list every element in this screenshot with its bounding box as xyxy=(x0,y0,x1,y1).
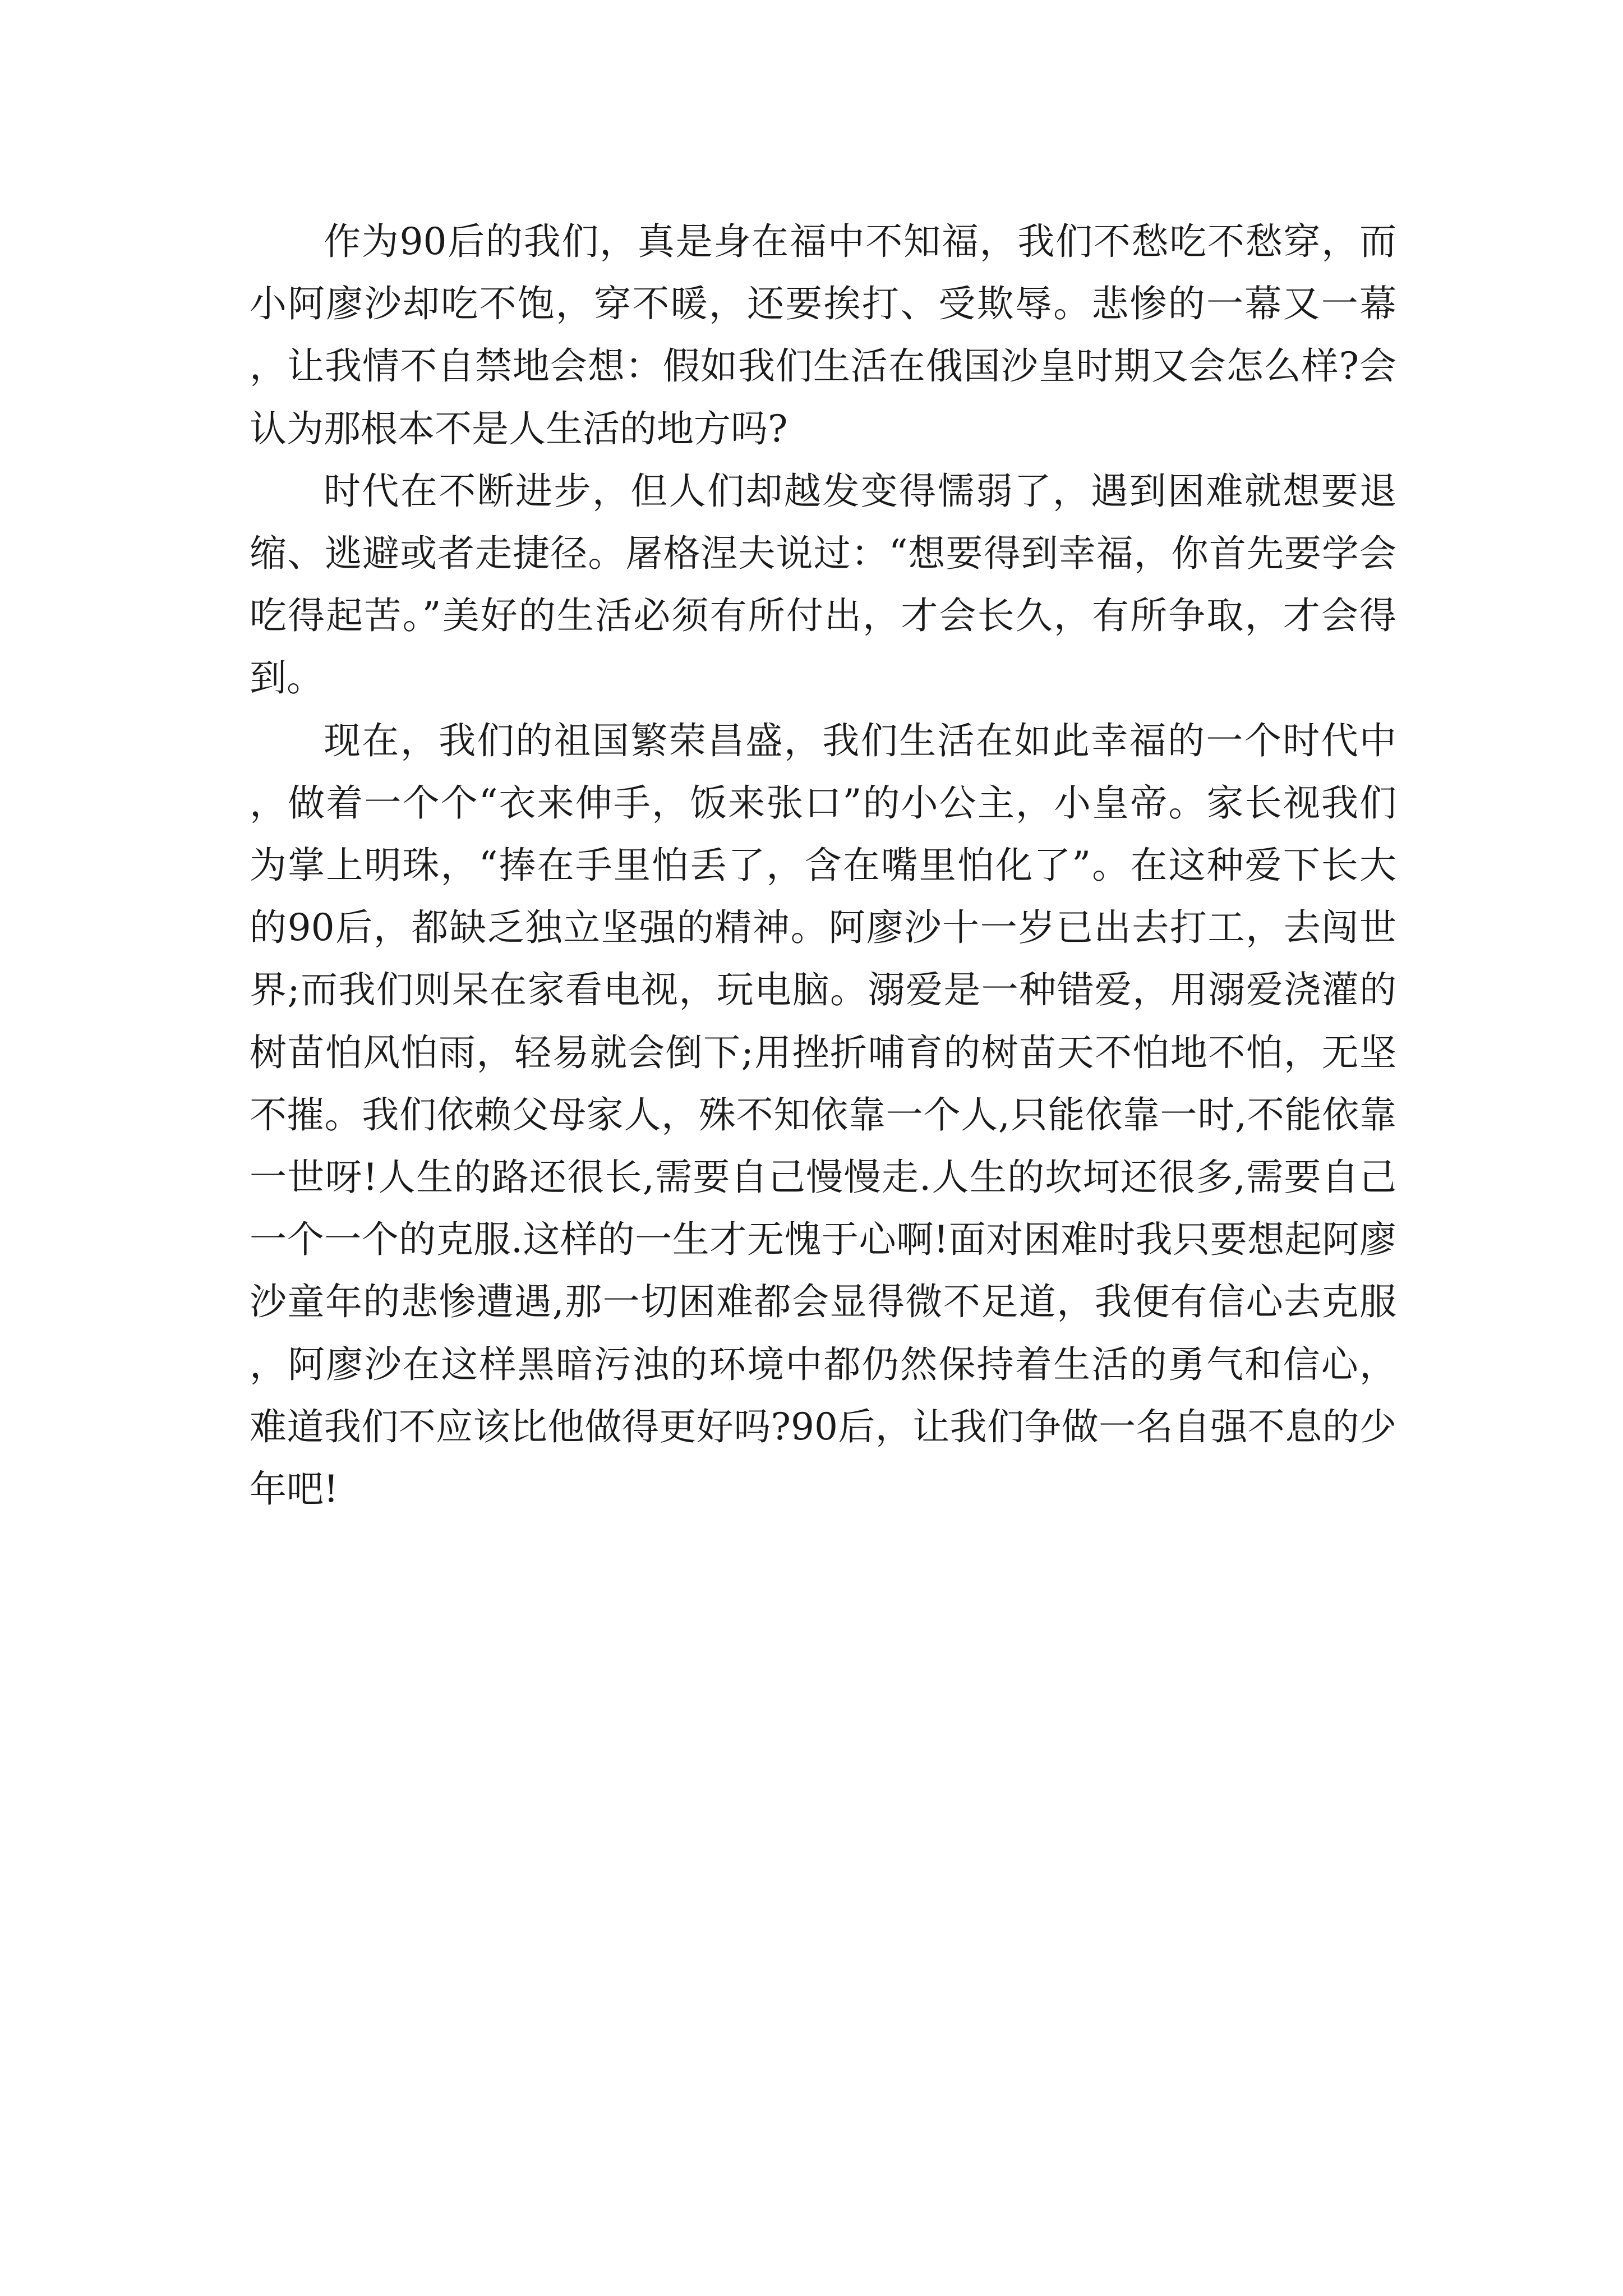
paragraph-2: 时代在不断进步，但人们却越发变得懦弱了，遇到困难就想要退缩、逃避或者走捷径。屠格涅夫说过：“想要得到幸福，你首先要学会吃得起苦。”美好的生活必须有所付出，才会长久，有所争取，才会得到。 xyxy=(250,469,1396,700)
paragraph-1: 作为90后的我们，真是身在福中不知福，我们不愁吃不愁穿，而小阿廖沙却吃不饱，穿不暖，还要挨打、受欺辱。悲惨的一幕又一幕，让我情不自禁地会想：假如我们生活在俄国沙皇时期又会怎么样?会认为那根本不是人生活的地方吗? xyxy=(250,220,1396,450)
paragraph-3: 现在，我们的祖国繁荣昌盛，我们生活在如此幸福的一个时代中，做着一个个“衣来伸手，饭来张口”的小公主，小皇帝。家长视我们为掌上明珠，“捧在手里怕丢了，含在嘴里怕化了”。在这种爱下长大的90后，都缺乏独立坚强的精神。阿廖沙十一岁已出去打工，去闯世界;而我们则呆在家看电视，玩电脑。溺爱是一种错爱，用溺爱浇灌的树苗怕风怕雨，轻易就会倒下;用挫折哺育的树苗天不怕地不怕，无坚不摧。我们依赖父母家人，殊不知依靠一个人,只能依靠一时,不能依靠一世呀!人生的路还很长,需要自己慢慢走.人生的坎坷还很多,需要自己一个一个的克服.这样的一生才无愧于心啊!面对困难时我只要想起阿廖沙童年的悲惨遭遇,那一切困难都会显得微不足道，我便有信心去克服，阿廖沙在这样黑暗污浊的环境中都仍然保持着生活的勇气和信心，难道我们不应该比他做得更好吗?90后，让我们争做一名自强不息的少年吧! xyxy=(250,719,1396,1511)
document-body xyxy=(250,210,1396,1520)
